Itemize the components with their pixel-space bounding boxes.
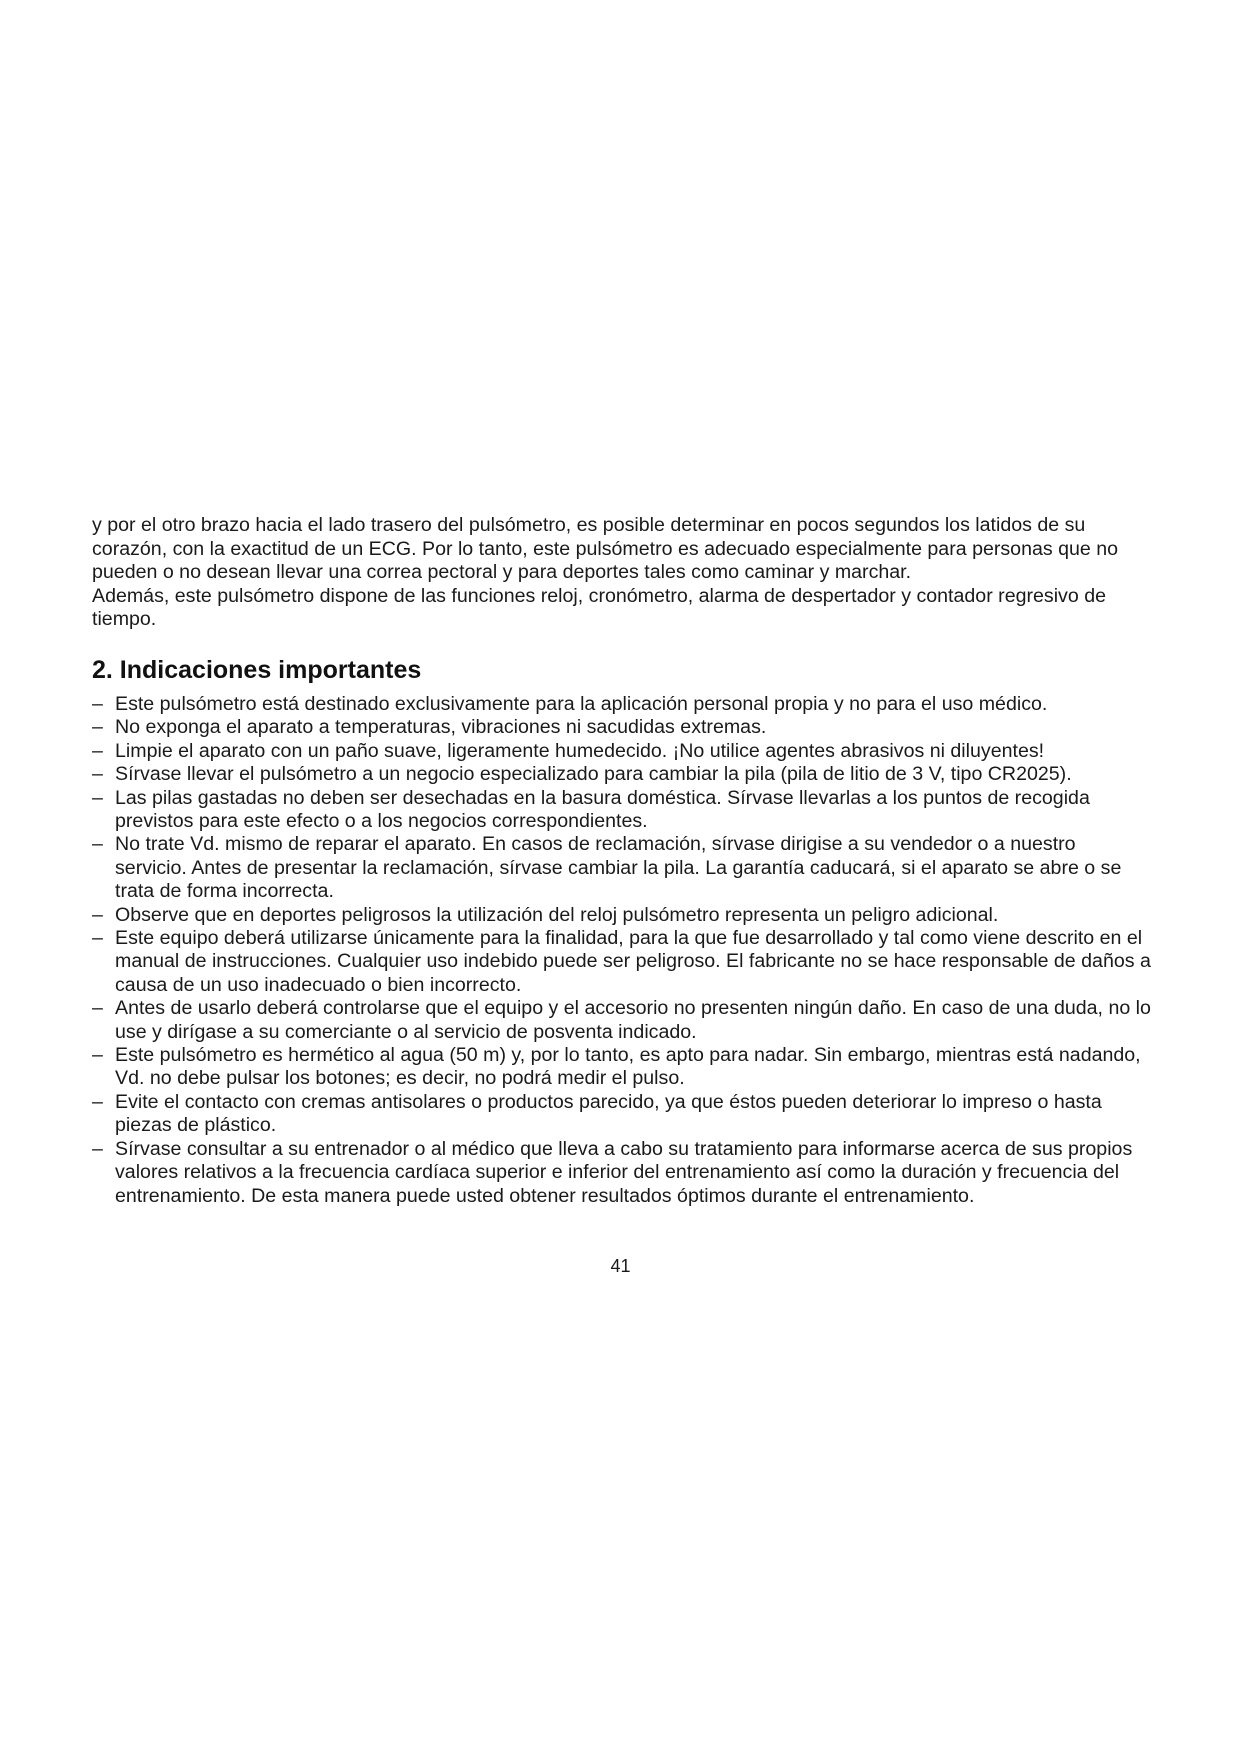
list-item-text: Este equipo deberá utilizarse únicamente para la finalidad, para la que fue desarrollado y tal como viene descrito en el manual de instrucciones. Cualquier uso indebido puede ser peligroso. El fabricante no se hace responsable de daños a causa de un uso inadecuado o bien incorrecto. [115, 927, 1151, 996]
dash-bullet: – [92, 1090, 103, 1113]
list-item [92, 787, 1152, 834]
list-item [92, 1091, 1152, 1138]
dash-bullet: – [92, 739, 103, 762]
dash-bullet: – [92, 1137, 103, 1160]
intro-paragraph: Además, este pulsómetro dispone de las funciones reloj, cronómetro, alarma de despertador y contador regresivo de tiempo. [92, 584, 1106, 631]
list-item-text: No exponga el aparato a temperaturas, vibraciones ni sacudidas extremas. [115, 716, 767, 739]
list-item [92, 763, 1152, 786]
intro-paragraph: y por el otro brazo hacia el lado trasero del pulsómetro, es posible determinar en pocos segundos los latidos de su corazón, con la exactitud de un ECG. Por lo tanto, este pulsómetro es adecuado especialmente para personas que no pueden o no desean llevar una correa pectoral y para deportes tales como caminar y marchar. [92, 514, 1119, 584]
list-item-text: Sírvase consultar a su entrenador o al médico que lleva a cabo su tratamiento para informarse acerca de sus propios valores relativos a la frecuencia cardíaca superior e inferior del entrenamiento así como la duración y frecuencia del entrenamiento. De esta manera puede usted obtener resultados óptimos durante el entrenamiento. [115, 1137, 1133, 1207]
dash-bullet: – [92, 786, 103, 809]
list-item [92, 716, 1152, 739]
list-item [92, 997, 1152, 1044]
dash-bullet: – [92, 927, 103, 950]
list-item-text: No trate Vd. mismo de reparar el aparato. En casos de reclamación, sírvase dirigise a su vendedor o a nuestro servicio. Antes de presentar la reclamación, sírvase cambiar la pila. La garantía caducará, si el aparato se abre o se trata de forma incorrecta. [115, 833, 1122, 903]
intro-text [92, 514, 1152, 632]
dash-bullet: – [92, 1044, 103, 1067]
list-item [92, 740, 1152, 763]
dash-bullet: – [92, 833, 103, 856]
page-number: 41 [610, 1256, 631, 1276]
list-item-text: Este pulsómetro está destinado exclusivamente para la aplicación personal propia y no para el uso médico. [115, 692, 1048, 715]
dash-bullet: – [92, 716, 103, 739]
section-heading: 2. Indicaciones importantes [92, 655, 422, 684]
list-item-text: Este pulsómetro es hermético al agua (50 m) y, por lo tanto, es apto para nadar. Sin embargo, mientras está nadando, Vd. no debe pulsar los botones; es decir, no podrá medir el pulso. [115, 1044, 1141, 1090]
list-item-text: Limpie el aparato con un paño suave, ligeramente humedecido. ¡No utilice agentes abrasivos ni diluyentes! [115, 739, 1045, 762]
list-item [92, 1044, 1152, 1091]
list-item-text: Antes de usarlo deberá controlarse que el equipo y el accesorio no presenten ningún daño. En caso de una duda, no lo use y dirígase a su comerciante o al servicio de posventa indicado. [115, 997, 1151, 1043]
list-item-text: Las pilas gastadas no deben ser desechadas en la basura doméstica. Sírvase llevarlas a los puntos de recogida previstos para este efecto o a los negocios correspondientes. [115, 786, 1090, 832]
list-item [92, 904, 1152, 927]
important-notes-list [92, 693, 1152, 1208]
list-item [92, 833, 1152, 903]
list-item [92, 927, 1152, 997]
list-item [92, 1138, 1152, 1208]
dash-bullet: – [92, 692, 103, 715]
list-item-text: Observe que en deportes peligrosos la utilización del reloj pulsómetro representa un peligro adicional. [115, 903, 999, 926]
list-item [92, 693, 1152, 716]
page-content [92, 514, 1152, 1208]
dash-bullet: – [92, 997, 103, 1020]
dash-bullet: – [92, 903, 103, 926]
list-item-text: Sírvase llevar el pulsómetro a un negocio especializado para cambiar la pila (pila de litio de 3 V, tipo CR2025). [115, 763, 1072, 786]
dash-bullet: – [92, 763, 103, 786]
list-item-text: Evite el contacto con cremas antisolares o productos parecido, ya que éstos pueden deteriorar lo impreso o hasta piezas de plástico. [115, 1090, 1102, 1137]
